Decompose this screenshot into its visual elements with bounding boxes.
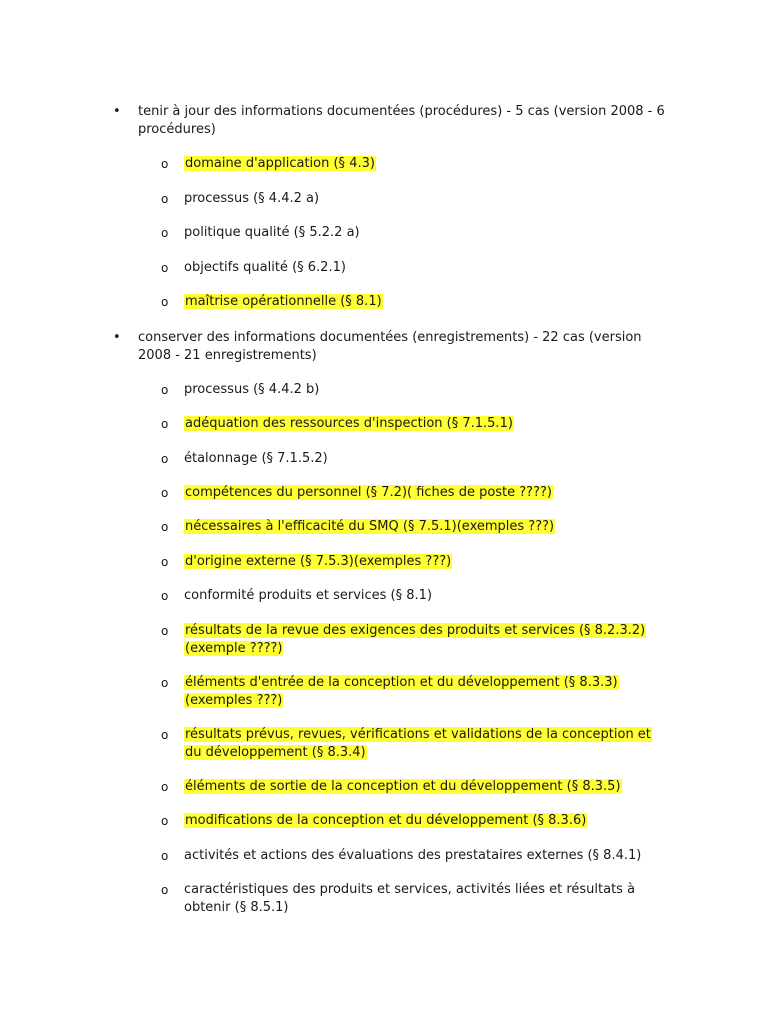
item-text: étalonnage (§ 7.1.5.2)	[184, 451, 328, 466]
sub-bullet-marker: o	[161, 849, 169, 863]
highlighted-item-text: nécessaires à l'efficacité du SMQ (§ 7.5.1)(exemples ???)	[185, 519, 555, 534]
item-text: processus (§ 4.4.2 a)	[184, 191, 320, 206]
highlighted-item-text: compétences du personnel (§ 7.2)( fiches de poste ????)	[185, 485, 552, 500]
sub-bullet-marker: o	[161, 780, 169, 794]
highlighted-item-text: modifications de la conception et du développement (§ 8.3.6)	[185, 813, 587, 828]
highlighted-item-text: d'origine externe (§ 7.5.3)(exemples ???)	[185, 554, 452, 569]
item-text: activités et actions des évaluations des prestataires externes (§ 8.4.1)	[184, 848, 642, 863]
sub-bullet-marker: o	[161, 624, 169, 638]
item-text: processus (§ 4.4.2 b)	[184, 382, 320, 397]
highlighted-item-text: éléments de sortie de la conception et du développement (§ 8.3.5)	[185, 779, 621, 794]
sub-bullet-marker: o	[161, 728, 169, 742]
section-heading-text: tenir à jour des informations documentées (procédures) - 5 cas (version 2008 - 6 procédures)	[138, 104, 665, 137]
highlighted-item-text: résultats prévus, revues, vérifications et validations de la conception et du développement (§ 8.3.4)	[185, 727, 651, 760]
highlighted-item-text: adéquation des ressources d'inspection (§ 7.1.5.1)	[185, 416, 513, 431]
sub-bullet-marker: o	[161, 226, 169, 240]
bullet-marker: •	[113, 104, 121, 119]
sub-bullet-marker: o	[161, 676, 169, 690]
sub-bullet-marker: o	[161, 883, 169, 897]
item-text: conformité produits et services (§ 8.1)	[184, 588, 433, 603]
item-text: politique qualité (§ 5.2.2 a)	[184, 225, 360, 240]
sub-bullet-marker: o	[161, 417, 169, 431]
sub-bullet-marker: o	[161, 383, 169, 397]
section-heading-text: conserver des informations documentées (enregistrements) - 22 cas (version 2008 - 21 enregistrements)	[138, 330, 642, 363]
sub-bullet-marker: o	[161, 295, 169, 309]
bullet-marker: •	[113, 330, 121, 345]
item-text: caractéristiques des produits et services, activités liées et résultats à obtenir (§ 8.5.1)	[184, 882, 636, 915]
sub-bullet-marker: o	[161, 192, 169, 206]
highlighted-item-text: maîtrise opérationnelle (§ 8.1)	[185, 294, 382, 309]
highlighted-item-text: domaine d'application (§ 4.3)	[185, 156, 375, 171]
sub-bullet-marker: o	[161, 555, 169, 569]
sub-bullet-marker: o	[161, 486, 169, 500]
highlighted-item-text: résultats de la revue des exigences des produits et services (§ 8.2.3.2) (exemple ????)	[185, 623, 646, 656]
sub-bullet-marker: o	[161, 452, 169, 466]
sub-bullet-marker: o	[161, 157, 169, 171]
sub-bullet-marker: o	[161, 589, 169, 603]
highlighted-item-text: éléments d'entrée de la conception et du développement (§ 8.3.3) (exemples ???)	[185, 675, 618, 708]
sub-bullet-marker: o	[161, 520, 169, 534]
sub-bullet-marker: o	[161, 814, 169, 828]
item-text: objectifs qualité (§ 6.2.1)	[184, 260, 346, 275]
sub-bullet-marker: o	[161, 261, 169, 275]
